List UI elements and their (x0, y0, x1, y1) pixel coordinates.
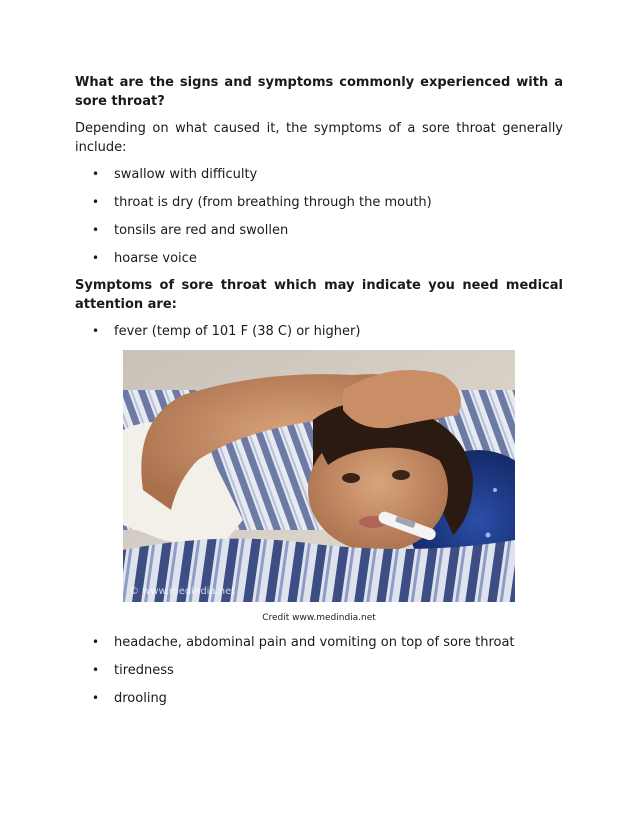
bullet-icon: • (92, 195, 100, 209)
list-item (75, 322, 563, 341)
section-heading-signs: What are the signs and symptoms commonly experienced with a sore throat? (75, 75, 563, 109)
list-item-text: headache, abdominal pain and vomiting on top of sore throat (114, 635, 515, 650)
symptom-list (75, 165, 563, 269)
warning-list-bottom (75, 633, 563, 717)
list-item (75, 249, 563, 269)
bullet-icon: • (92, 691, 100, 705)
list-item (75, 221, 563, 249)
document-body (75, 70, 563, 341)
bullet-icon: • (92, 251, 100, 265)
bullet-icon: • (92, 223, 100, 237)
photo-watermark: © www.medindia.net (129, 586, 236, 597)
list-item-text: hoarse voice (114, 251, 197, 266)
list-item (75, 661, 563, 689)
sick-boy-photo (123, 350, 515, 602)
document-body-continued (75, 633, 563, 717)
bullet-icon: • (92, 663, 100, 677)
list-item-text: fever (temp of 101 F (38 C) or higher) (114, 324, 361, 339)
bullet-icon: • (92, 167, 100, 181)
warning-list-top (75, 322, 563, 341)
intro-paragraph: Depending on what caused it, the symptoms of a sore throat generally include: (75, 121, 563, 155)
list-item (75, 193, 563, 221)
bullet-icon: • (92, 635, 100, 649)
list-item-text: throat is dry (from breathing through the mouth) (114, 195, 432, 210)
list-item-text: tiredness (114, 663, 174, 678)
list-item-text: tonsils are red and swollen (114, 223, 289, 238)
list-item-text: drooling (114, 691, 167, 706)
list-item (75, 165, 563, 193)
bullet-icon: • (92, 324, 100, 338)
photo-illustration (123, 350, 515, 602)
list-item-text: swallow with difficulty (114, 167, 258, 182)
photo-credit: Credit www.medindia.net (262, 613, 376, 623)
section-heading-medical-attention: Symptoms of sore throat which may indicate you need medical attention are: (75, 278, 563, 312)
list-item (75, 689, 563, 717)
list-item (75, 633, 563, 661)
